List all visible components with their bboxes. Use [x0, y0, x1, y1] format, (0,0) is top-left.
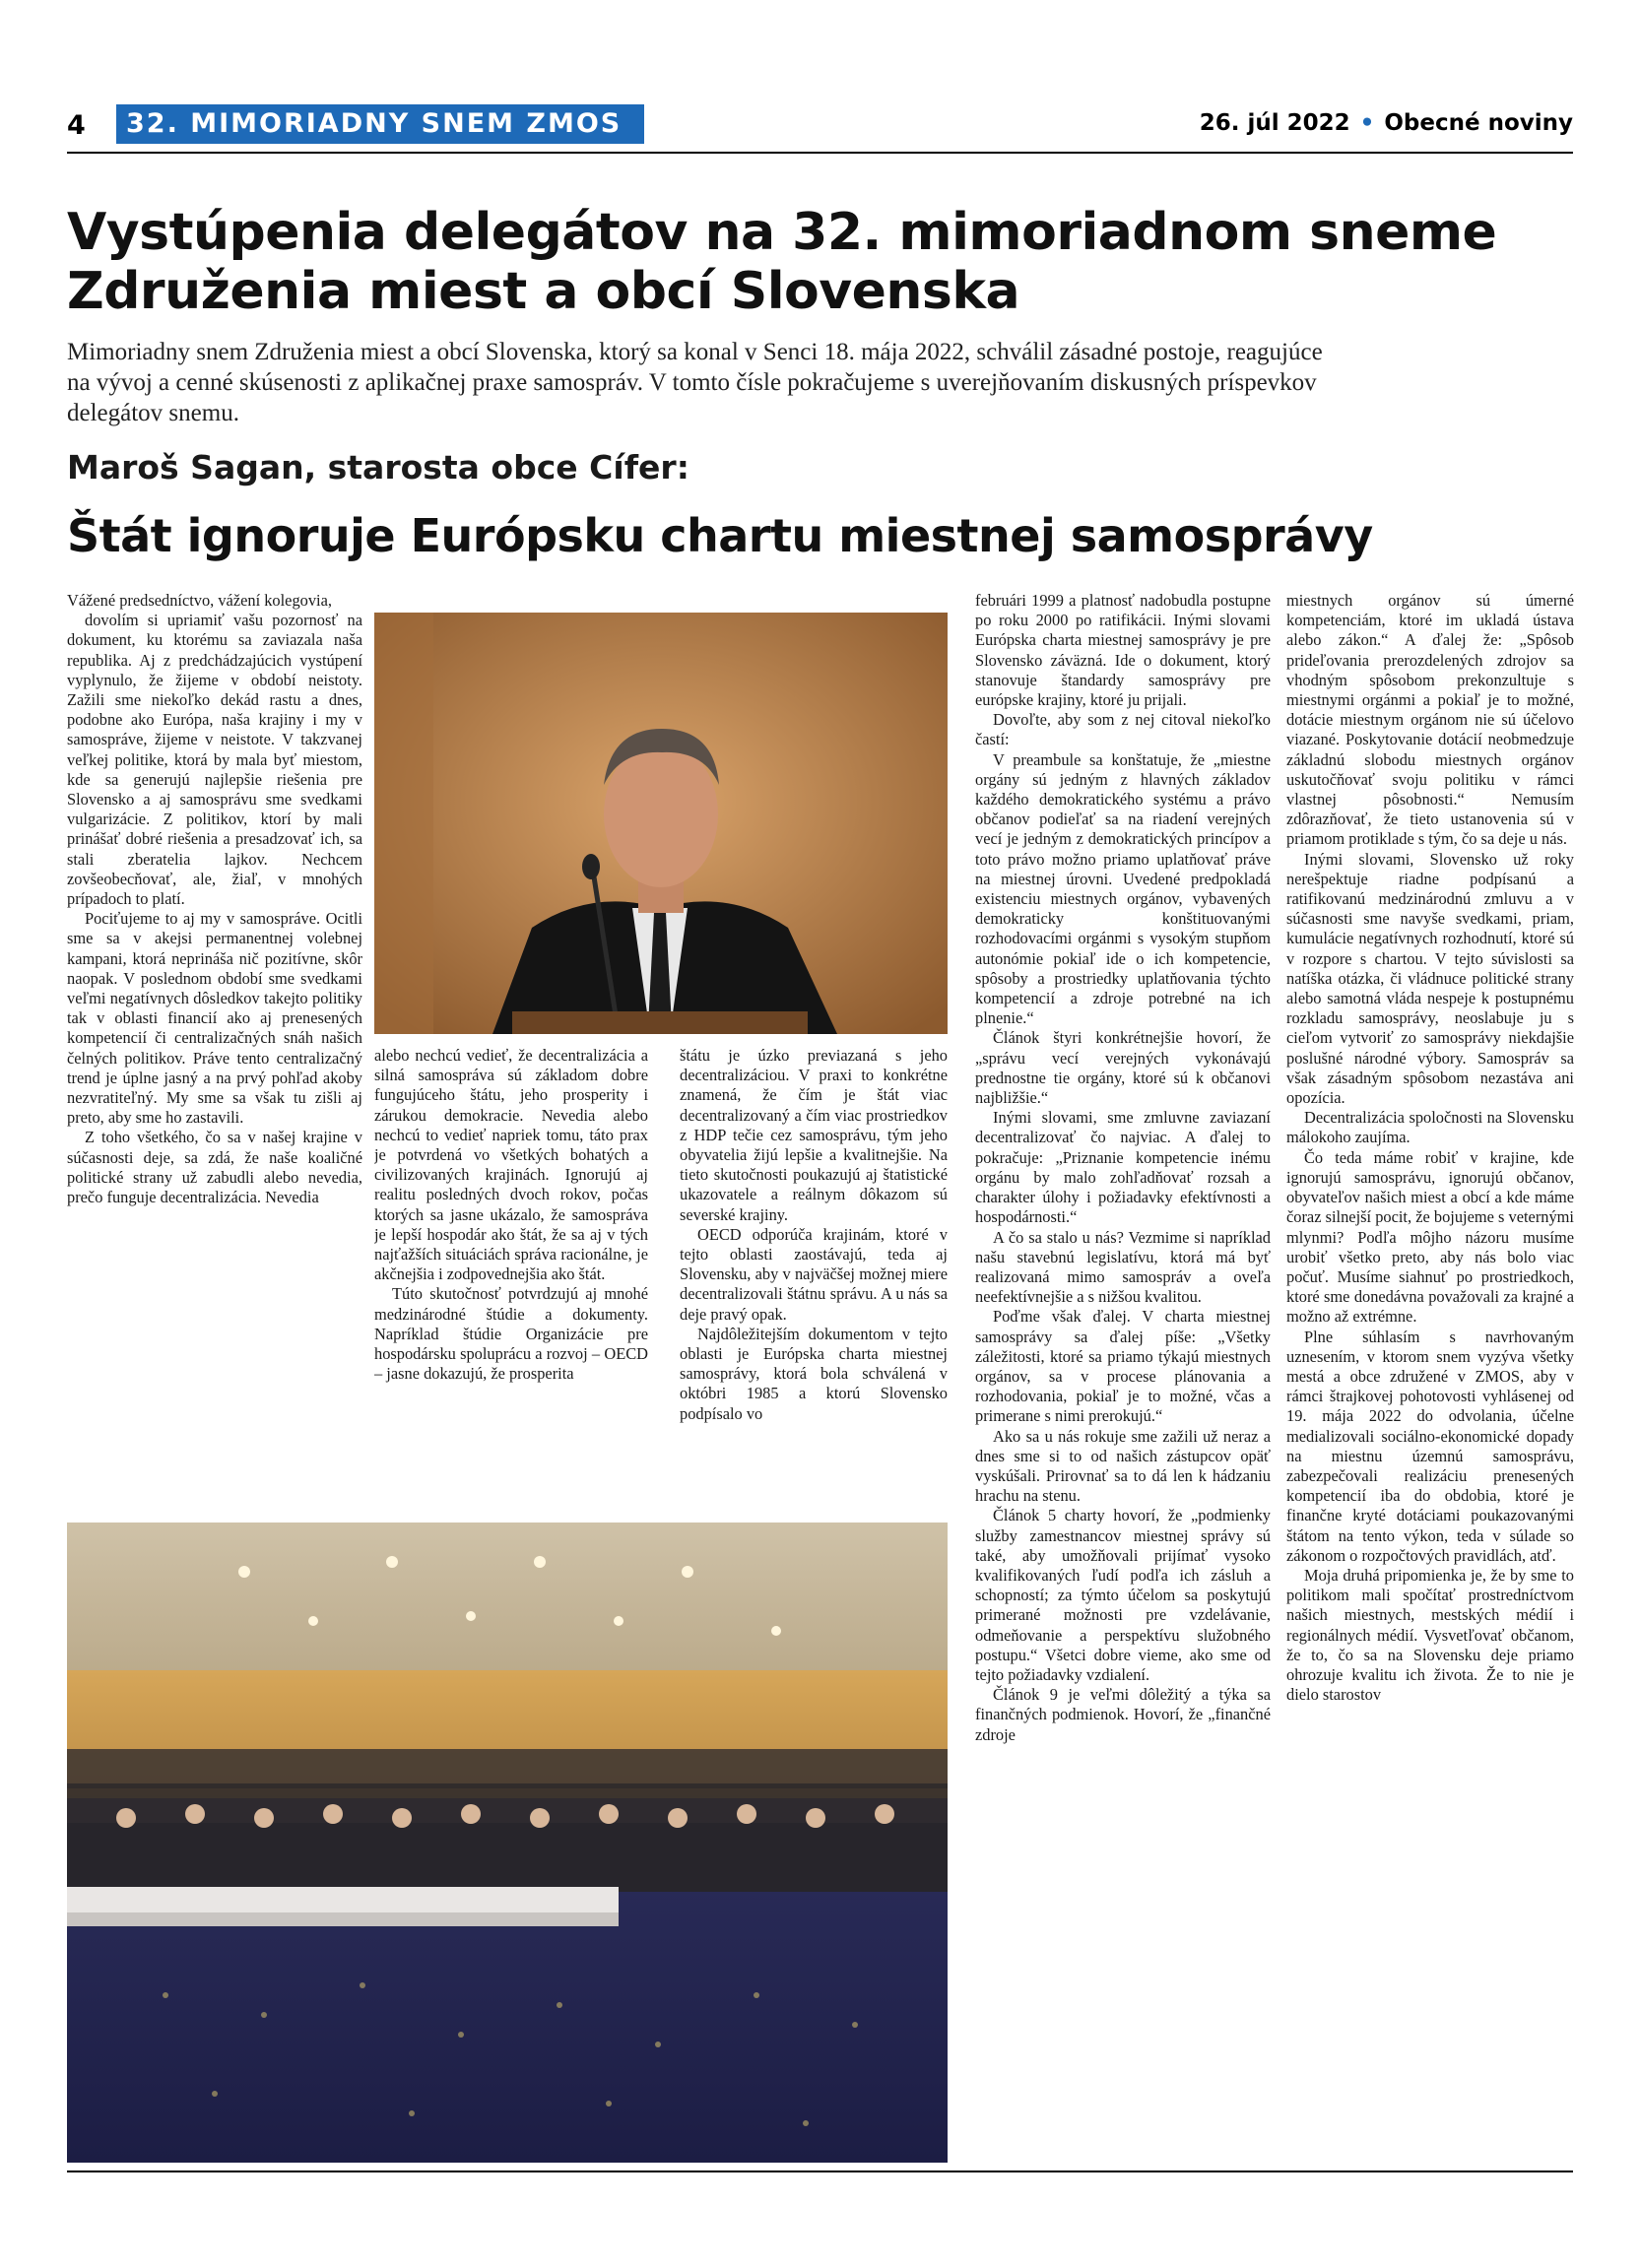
conference-hall-image — [67, 1523, 948, 2163]
lead-line: Mimoriadny snem Združenia miest a obcí Slovenska, ktorý sa konal v Senci 18. mája 2022, schválil zásadné postoje, reagujúce — [67, 339, 1323, 365]
text-column-1 — [67, 591, 362, 1519]
paragraph: Decentralizácia spoločnosti na Slovensku málokoho zaujíma. — [1286, 1108, 1574, 1147]
paragraph: Moja druhá pripomienka je, že by sme to politikom mali spočítať prostredníctvom našich miestnych, mestských médií i regionálnych médií. Vysvetľovať občanom, že to, čo sa na Slovensku deje priamo ohrozuje kvalitu ich života. Že to nie je dielo starostov — [1286, 1565, 1574, 1705]
text-column-3 — [680, 1046, 948, 1519]
lead-line: na vývoj a cenné skúsenosti z aplikačnej praxe samospráv. V tomto čísle pokračujeme s uverejňovaním diskusných príspevkov — [67, 369, 1317, 396]
text-column-2 — [374, 1046, 648, 1519]
paragraph: Článok 9 je veľmi dôležitý a týka sa finančných podmienok. Hovorí, že „finančné zdroje — [975, 1685, 1271, 1744]
issue-date: 26. júl 2022 — [1199, 110, 1350, 136]
publication-name: Obecné noviny — [1384, 110, 1573, 136]
text-column-4 — [975, 591, 1271, 2165]
paragraph: A čo sa stalo u nás? Vezmime si napríklad našu stavebnú legislatívu, ktorá má byť realizovaná mimo samospráv a oveľa neefektívnejšie a s nižšou kvalitou. — [975, 1227, 1271, 1307]
paragraph: Najdôležitejším dokumentom v tejto oblasti je Európska charta miestnej samosprávy, ktorá bola schválená v októbri 1985 a ktorú Slovensko podpísalo vo — [680, 1324, 948, 1423]
paragraph: Inými slovami, sme zmluvne zaviazaní decentralizovať čo najviac. A ďalej to pokračuje: „Priznanie kompetencie inému orgánu by malo zohľadňovať rozsah a charakter úlohy i požiadavky efektívnosti a hospodárnosti.“ — [975, 1108, 1271, 1227]
speaker-image — [374, 613, 948, 1034]
headline-line: Združenia miest a obcí Slovenska — [67, 262, 1020, 321]
separator-dot: • — [1359, 110, 1375, 136]
paragraph: Z toho všetkého, čo sa v našej krajine v súčasnosti deje, sa zdá, že naše koaličné politické strany už zabudli alebo nevedia, prečo funguje decentralizácia. Nevedia — [67, 1128, 362, 1207]
footer-rule — [67, 2171, 1573, 2172]
author-byline: Maroš Sagan, starosta obce Cífer: — [67, 448, 689, 486]
article-subhead: Štát ignoruje Európsku chartu miestnej samosprávy — [67, 509, 1373, 562]
paragraph: dovolím si upriamiť vašu pozornosť na dokument, ku ktorému sa zaviazala naša republika. Aj z predchádzajúcich vystúpení vyplynulo, že žijeme v období neistoty. Zažili sme niekoľko dekád rastu a dnes, podobne ako Európa, naša krajiny i my v samospráve, žijeme v neistote. V takzvanej veľkej politike, ktorá by mala byť miestom, kde sa generujú najlepšie riešenia pre Slovensko a aj samosprávu sme svedkami vulgarizácie. Z politikov, ktorí by mali prinášať dobré riešenia a presadzovať ich, sa stali zberatelia lajkov. Nechcem zovšeobecňovať, ale, žiaľ, v mnohých prípadoch to platí. — [67, 611, 362, 909]
headline-line: Vystúpenia delegátov na 32. mimoriadnom sneme — [67, 203, 1497, 262]
paragraph: Inými slovami, Slovensko už roky nerešpektuje riadne podpísanú a ratifikovanú medzinárodnú zmluvu a v súčasnosti sme navyše svedkami, priam, kumulácie negatívnych rozhodnutí, ktoré sú v rozpore s chartou. V tejto súvislosti sa natíška otázka, či vládnuce politické strany alebo samotná vláda nespeje k postupnému rozkladu samosprávy, neoslabuje ju s cieľom vytvoriť zo samosprávy niekdajšie poslušné národné výbory. Samospráv sa však zásadným spôsobom nezastáva ani opozícia. — [1286, 849, 1574, 1108]
speaker-photo — [374, 613, 948, 1034]
paragraph: Článok štyri konkrétnejšie hovorí, že „správu vecí verejných vykonávajú prednostne tie orgány, ktoré sú k občanovi najbližšie.“ — [975, 1028, 1271, 1108]
header-rule — [67, 152, 1573, 154]
paragraph: miestnych orgánov sú úmerné kompetenciám, ktoré im ukladá ústava alebo zákon.“ A ďalej že: „Spôsob prideľovania prerozdelených zdrojov sa vhodným spôsobom prekonzultuje s miestnymi orgánmi a pokiaľ je to možné, dotácie miestnym orgánom nie sú účelovo viazané. Poskytovanie dotácií neobmedzuje základnú slobodu miestnych orgánov uskutočňovať svoju politiku v rámci vlastnej pôsobnosti.“ Nemusím zdôrazňovať, že tieto ustanovenia sú v priamom protiklade s tým, čo sa deje u nás. — [1286, 591, 1574, 849]
paragraph: Pociťujeme to aj my v samospráve. Ocitli sme sa v akejsi permanentnej volebnej kampani, ktorá neprináša nič pozitívne, skôr naopak. V poslednom období sme svedkami veľmi negatívnych dôsledkov takejto politiky tak v oblasti financií ako aj prenesených kompetencií či centralizačných snáh našich čelných politikov. Práve tento centralizačný trend je úplne jasný a na prvý pohľad akoby nezvratiteľný. My sme sa však tu zišli aj preto, aby sme ho zastavili. — [67, 909, 362, 1128]
paragraph: Ako sa u nás rokuje sme zažili už neraz a dnes sme si to od našich zástupcov opäť vyskúšali. Prirovnať sa to dá len k hádzaniu hrachu na stenu. — [975, 1426, 1271, 1506]
paragraph: Plne súhlasím s navrhovaným uznesením, v ktorom snem vyzýva všetky mestá a obce združené v ZMOS, aby v rámci štrajkovej pohotovosti vyhlásenej od 19. mája 2022 do odvolania, účelne medializovali sociálno-ekonomické dopady na miestnu územnú samosprávu, zabezpečovali realizáciu prenesených kompetencií iba do obdobia, ktoré je finančne kryté dotáciami poukazovanými štátom na tento výkon, teda v súlade so zákonom o rozpočtových pravidlách, atď. — [1286, 1327, 1574, 1565]
lead-paragraph — [67, 337, 1574, 428]
paragraph: februári 1999 a platnosť nadobudla postupne po roku 2000 po ratifikácii. Inými slovami Európska charta miestnej samosprávy je pre Slovensko záväzná. Ide o dokument, ktorý stanovuje štandardy samosprávy pre európske krajiny, ktoré ju prijali. — [975, 591, 1271, 710]
text-column-5 — [1286, 591, 1574, 2165]
issue-info — [1200, 110, 1573, 136]
paragraph: V preambule sa konštatuje, že „miestne orgány sú jedným z hlavných základov každého demokratického systému a právo občanov podieľať sa na riadení verejných vecí je jedným z demokratických princípov a toto právo možno priamo uplatňovať práve na miestnej úrovni. Uvedené predpokladá existenciu miestnych orgánov, vybavených demokraticky konštituovanými rozhodovacími orgánmi s vysokým stupňom autonómie pokiaľ ide o ich kompetencie, spôsoby a prostriedky uplatňovania týchto kompetencií a zdroje potrebné na ich plnenie.“ — [975, 749, 1271, 1028]
paragraph: štátu je úzko previazaná s jeho decentralizáciou. V praxi to konkrétne znamená, že čím je štát viac decentralizovaný a čím viac prostriedkov z HDP tečie cez samosprávu, tým jeho obyvatelia žijú lepšie a kvalitnejšie. Na tieto skutočnosti poukazujú aj štatistické ukazovatele a reálnym dôkazom sú severské krajiny. — [680, 1046, 948, 1224]
section-tag: 32. MIMORIADNY SNEM ZMOS — [116, 104, 644, 144]
paragraph: Túto skutočnosť potvrdzujú aj mnohé medzinárodné štúdie a dokumenty. Napríklad štúdie Organizácie pre hospodársku spoluprácu a rozvoj – OECD – jasne dokazujú, že prosperita — [374, 1284, 648, 1384]
paragraph: alebo nechcú vedieť, že decentralizácia a silná samospráva sú základom dobre fungujúceho štátu, jeho prosperity i zárukou demokracie. Nevedia alebo nechcú to vedieť napriek tomu, táto prax je potvrdená vo všetkých bohatých a civilizovaných krajinách. Ignorujú aj realitu posledných dvoch rokov, počas ktorých sa jasne ukázalo, že samospráva je lepší hospodár ako štát, že sa aj v tých najťažších situáciách správa racionálne, je akčnejšia i zodpovednejšia ako štát. — [374, 1046, 648, 1284]
paragraph: Článok 5 charty hovorí, že „podmienky služby zamestnancov miestnej správy sú také, aby umožňovali prijímať vysoko kvalifikovaných ľudí podľa ich zásluh a schopností; za týmto účelom sa poskytujú primerané možnosti pre vzdelávanie, odmeňovanie a perspektívu služobného postupu.“ Všetci dobre vieme, ako sme od tejto požiadavky vzdialení. — [975, 1506, 1271, 1684]
paragraph: Čo teda máme robiť v krajine, kde ignorujú samosprávu, ignorujú občanov, obyvateľov našich miest a obcí a kde máme čoraz silnejší pocit, že bojujeme s veternými mlynmi? Podľa môjho názoru musíme urobiť všetko preto, aby nás bolo viac počuť. Musíme siahnuť po prostriedkoch, ktoré sme donedávna považovali za krajné a možno až extrémne. — [1286, 1147, 1574, 1327]
paragraph: OECD odporúča krajinám, ktoré v tejto oblasti zaostávajú, teda aj Slovensku, aby v najväčšej možnej miere decentralizovali štátnu správu. A u nás sa deje pravý opak. — [680, 1224, 948, 1324]
page-number: 4 — [67, 110, 86, 141]
lead-line: delegátov snemu. — [67, 400, 239, 426]
conference-hall-photo — [67, 1523, 948, 2163]
headline — [67, 203, 1574, 321]
paragraph: Poďme však ďalej. V charta miestnej samosprávy sa ďalej píše: „Všetky záležitosti, ktoré sa priamo týkajú miestnych orgánov, sa v procese plánovania a rozhodovania, pokiaľ je to možné, včas a primerane s nimi prerokujú.“ — [975, 1307, 1271, 1426]
paragraph: Vážené predsedníctvo, vážení kolegovia, — [67, 591, 332, 610]
paragraph: Dovoľte, aby som z nej citoval niekoľko častí: — [975, 710, 1271, 749]
